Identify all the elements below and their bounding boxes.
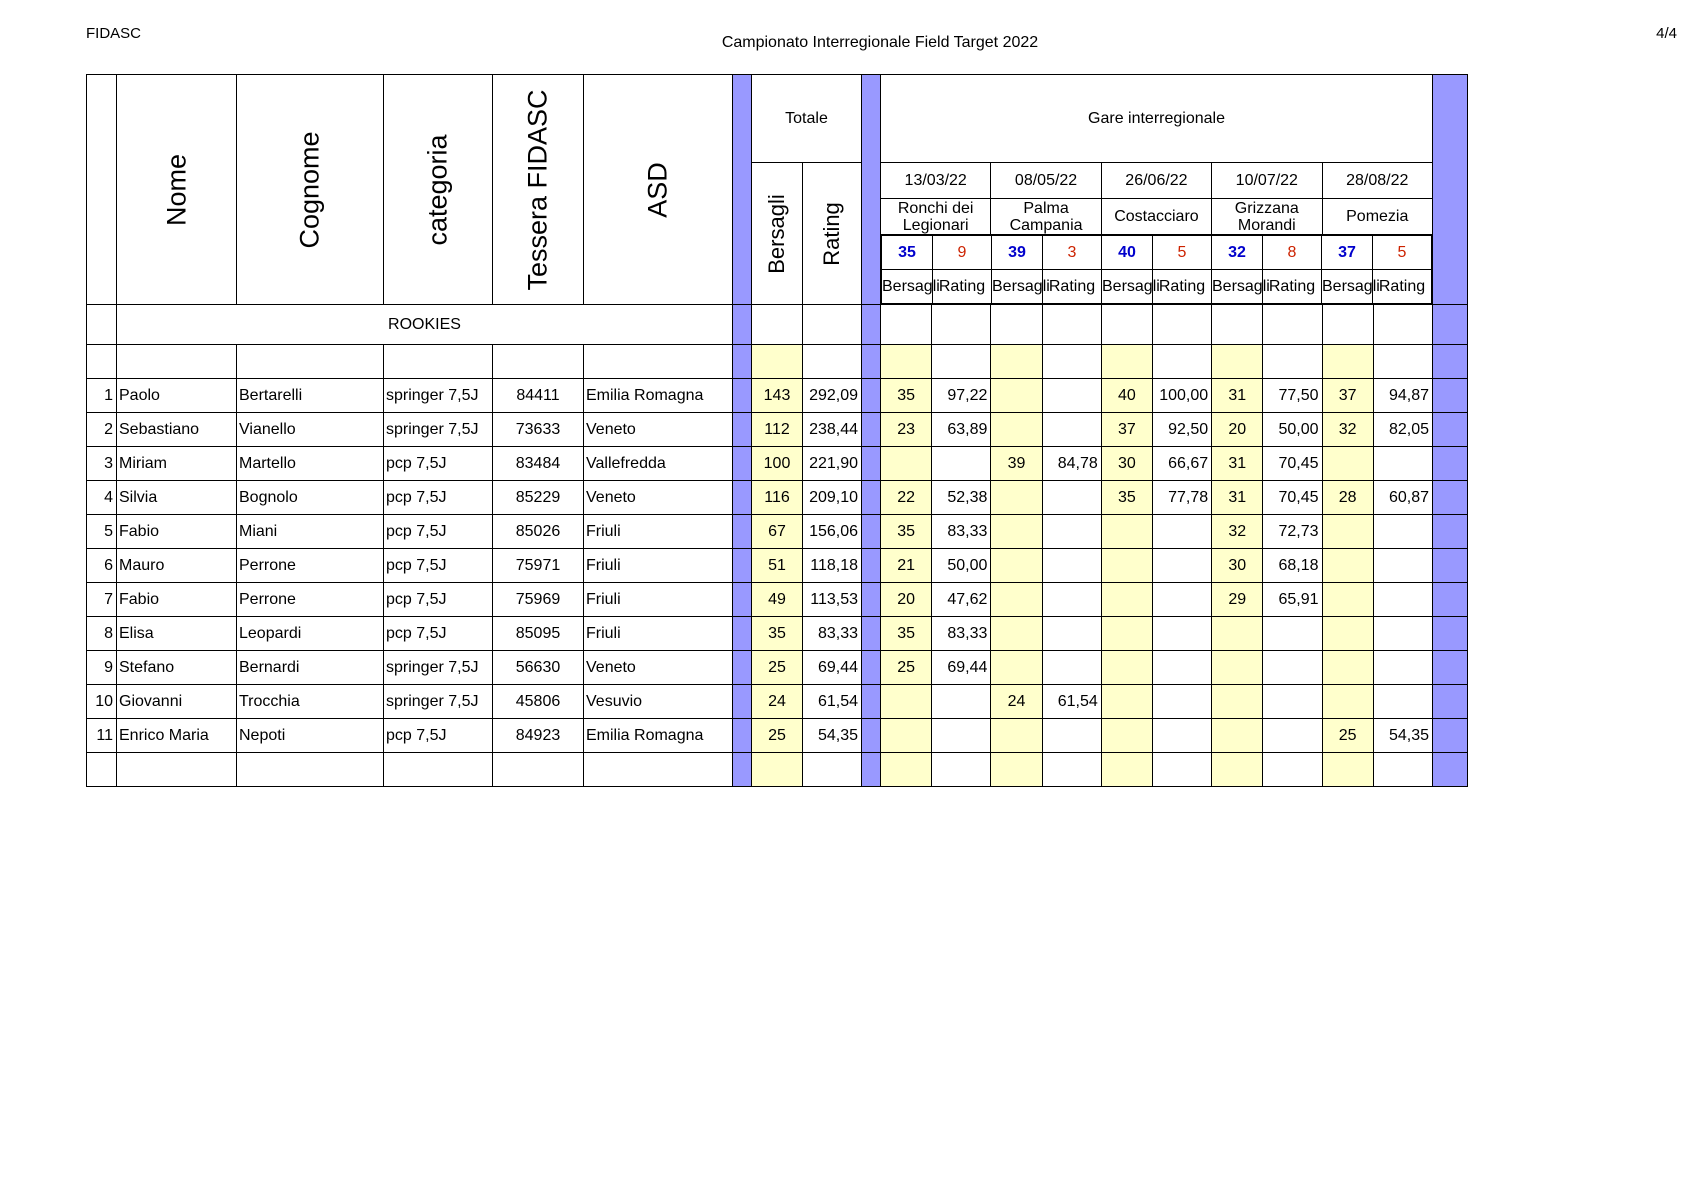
event-place: Palma Campania (991, 199, 1101, 235)
cell-total-rating: 83,33 (803, 617, 862, 651)
row-number: 11 (87, 719, 117, 753)
blue-separator (733, 481, 752, 515)
cell-event-rating (1042, 583, 1101, 617)
blue-separator (862, 413, 881, 447)
cell-event-bersagli: 25 (881, 651, 932, 685)
cell-asd: Vesuvio (584, 685, 733, 719)
cell-event-bersagli (991, 515, 1042, 549)
cell-nome: Giovanni (117, 685, 237, 719)
event-col-rating: Rating (1153, 270, 1212, 304)
event-col-rating: Rating (1373, 270, 1432, 304)
cell-event-rating: 47,62 (932, 583, 991, 617)
cell-event-rating (1152, 617, 1211, 651)
blue-separator (733, 617, 752, 651)
cell-event-bersagli: 35 (881, 379, 932, 413)
cell-total-rating: 209,10 (803, 481, 862, 515)
cell-event-bersagli (991, 583, 1042, 617)
event-participant-count: 8 (1263, 236, 1322, 270)
cell-tessera: 85095 (493, 617, 584, 651)
cell-event-rating (1373, 447, 1432, 481)
cell-tessera: 75971 (493, 549, 584, 583)
cell-event-bersagli: 31 (1212, 379, 1263, 413)
cell-categoria: pcp 7,5J (384, 583, 493, 617)
cell-tessera: 83484 (493, 447, 584, 481)
cell-total-bersagli: 25 (752, 719, 803, 753)
blue-separator (1433, 583, 1468, 617)
cell-total-rating: 61,54 (803, 685, 862, 719)
table-row (87, 515, 1468, 549)
cell-total-rating: 221,90 (803, 447, 862, 481)
cell-total-rating: 156,06 (803, 515, 862, 549)
cell-event-bersagli: 32 (1322, 413, 1373, 447)
cell-event-rating: 50,00 (932, 549, 991, 583)
cell-event-bersagli (1101, 617, 1152, 651)
event-target-count: 40 (1102, 236, 1153, 270)
cell-event-rating (1152, 685, 1211, 719)
blue-separator (862, 379, 881, 413)
event-col-rating: Rating (933, 270, 992, 304)
cell-event-bersagli (1212, 651, 1263, 685)
cell-cognome: Perrone (237, 583, 384, 617)
cell-event-bersagli (1322, 515, 1373, 549)
cell-categoria: springer 7,5J (384, 651, 493, 685)
event-col-bersagli: Bersagli (992, 270, 1043, 304)
blue-separator (862, 685, 881, 719)
cell-event-rating (1263, 651, 1322, 685)
cell-event-bersagli (991, 617, 1042, 651)
cell-total-bersagli: 35 (752, 617, 803, 651)
cell-event-rating (1042, 549, 1101, 583)
cell-event-rating (1042, 617, 1101, 651)
org-name: FIDASC (86, 25, 142, 42)
cell-event-bersagli: 30 (1212, 549, 1263, 583)
cell-event-bersagli: 28 (1322, 481, 1373, 515)
row-number: 6 (87, 549, 117, 583)
row-number: 10 (87, 685, 117, 719)
event-col-bersagli: Bersagli (1212, 270, 1263, 304)
cell-event-rating: 70,45 (1263, 447, 1322, 481)
cell-event-rating: 72,73 (1263, 515, 1322, 549)
cell-cognome: Martello (237, 447, 384, 481)
cell-event-rating: 100,00 (1152, 379, 1211, 413)
cell-event-rating: 61,54 (1042, 685, 1101, 719)
cell-event-bersagli (991, 719, 1042, 753)
cell-event-rating (1152, 651, 1211, 685)
cell-tessera: 75969 (493, 583, 584, 617)
cell-nome: Enrico Maria (117, 719, 237, 753)
cell-event-bersagli: 37 (1322, 379, 1373, 413)
blue-separator (1433, 617, 1468, 651)
event-place: Ronchi dei Legionari (881, 199, 991, 235)
blue-separator (733, 549, 752, 583)
cell-categoria: springer 7,5J (384, 413, 493, 447)
row-number: 8 (87, 617, 117, 651)
cell-event-bersagli (1322, 549, 1373, 583)
cell-event-bersagli (1101, 651, 1152, 685)
cell-event-bersagli (991, 379, 1042, 413)
cell-event-rating (1263, 685, 1322, 719)
cell-event-rating (1373, 617, 1432, 651)
event-target-count: 35 (882, 236, 933, 270)
cell-event-rating: 68,18 (1263, 549, 1322, 583)
blue-separator (862, 515, 881, 549)
blue-separator (862, 481, 881, 515)
cell-event-bersagli: 23 (881, 413, 932, 447)
cell-event-rating (1152, 549, 1211, 583)
col-header-tot-rating: Rating (803, 163, 862, 305)
blue-separator (733, 515, 752, 549)
cell-event-bersagli (991, 549, 1042, 583)
blue-separator (862, 583, 881, 617)
cell-tessera: 84923 (493, 719, 584, 753)
cell-total-rating: 118,18 (803, 549, 862, 583)
cell-total-rating: 238,44 (803, 413, 862, 447)
cell-nome: Elisa (117, 617, 237, 651)
event-date: 28/08/22 (1322, 163, 1433, 199)
cell-event-rating: 92,50 (1152, 413, 1211, 447)
cell-cognome: Bognolo (237, 481, 384, 515)
row-number: 7 (87, 583, 117, 617)
cell-categoria: springer 7,5J (384, 685, 493, 719)
ranking-table (86, 74, 1468, 787)
table-row (87, 549, 1468, 583)
cell-event-bersagli: 35 (881, 515, 932, 549)
cell-event-bersagli (991, 481, 1042, 515)
col-header-categoria: categoria (384, 75, 493, 305)
cell-event-rating (1042, 481, 1101, 515)
blue-separator (1433, 379, 1468, 413)
col-header-asd: ASD (584, 75, 733, 305)
cell-total-bersagli: 49 (752, 583, 803, 617)
cell-event-rating: 66,67 (1152, 447, 1211, 481)
event-target-count: 32 (1212, 236, 1263, 270)
cell-event-rating: 82,05 (1373, 413, 1432, 447)
blue-separator (862, 447, 881, 481)
cell-event-rating (1152, 583, 1211, 617)
cell-event-rating (1042, 651, 1101, 685)
event-participant-count: 5 (1153, 236, 1212, 270)
cell-event-bersagli: 29 (1212, 583, 1263, 617)
cell-event-bersagli: 22 (881, 481, 932, 515)
cell-event-rating: 83,33 (932, 617, 991, 651)
cell-event-bersagli (1322, 583, 1373, 617)
cell-event-rating (932, 447, 991, 481)
blue-separator (733, 413, 752, 447)
cell-event-rating: 77,78 (1152, 481, 1211, 515)
event-place: Grizzana Morandi (1212, 199, 1322, 235)
cell-cognome: Nepoti (237, 719, 384, 753)
cell-asd: Veneto (584, 413, 733, 447)
col-header-tessera: Tessera FIDASC (493, 75, 584, 305)
cell-event-bersagli (881, 685, 932, 719)
table-row (87, 379, 1468, 413)
cell-event-bersagli: 31 (1212, 481, 1263, 515)
event-participant-count: 3 (1043, 236, 1102, 270)
cell-cognome: Perrone (237, 549, 384, 583)
cell-cognome: Trocchia (237, 685, 384, 719)
cell-event-bersagli: 24 (991, 685, 1042, 719)
cell-event-rating: 84,78 (1042, 447, 1101, 481)
table-row (87, 583, 1468, 617)
cell-event-bersagli: 40 (1101, 379, 1152, 413)
event-col-bersagli: Bersagli (882, 270, 933, 304)
cell-event-bersagli: 20 (881, 583, 932, 617)
col-header-gare: Gare interregionale (881, 75, 1433, 163)
cell-total-bersagli: 100 (752, 447, 803, 481)
col-header-totale: Totale (752, 75, 862, 163)
cell-event-bersagli: 21 (881, 549, 932, 583)
table-row (87, 413, 1468, 447)
cell-event-rating (1042, 515, 1101, 549)
table-row (87, 685, 1468, 719)
cell-nome: Mauro (117, 549, 237, 583)
row-number: 5 (87, 515, 117, 549)
cell-tessera: 56630 (493, 651, 584, 685)
cell-event-bersagli (1322, 685, 1373, 719)
cell-cognome: Miani (237, 515, 384, 549)
cell-event-bersagli (1322, 617, 1373, 651)
cell-event-rating (1373, 651, 1432, 685)
cell-event-bersagli: 39 (991, 447, 1042, 481)
event-date: 10/07/22 (1212, 163, 1322, 199)
cell-asd: Friuli (584, 549, 733, 583)
row-number: 1 (87, 379, 117, 413)
cell-event-rating: 97,22 (932, 379, 991, 413)
cell-event-rating: 94,87 (1373, 379, 1432, 413)
cell-asd: Friuli (584, 583, 733, 617)
cell-total-bersagli: 112 (752, 413, 803, 447)
cell-categoria: pcp 7,5J (384, 719, 493, 753)
cell-asd: Friuli (584, 515, 733, 549)
cell-event-bersagli (1212, 719, 1263, 753)
cell-event-rating: 52,38 (932, 481, 991, 515)
cell-event-rating (1373, 515, 1432, 549)
cell-nome: Fabio (117, 583, 237, 617)
col-header-tot-bersagli: Bersagli (752, 163, 803, 305)
cell-total-bersagli: 51 (752, 549, 803, 583)
cell-total-rating: 54,35 (803, 719, 862, 753)
cell-event-bersagli: 35 (1101, 481, 1152, 515)
row-number: 3 (87, 447, 117, 481)
cell-event-bersagli (1101, 685, 1152, 719)
blue-separator (1433, 515, 1468, 549)
cell-event-rating (932, 719, 991, 753)
cell-event-bersagli (1101, 583, 1152, 617)
cell-cognome: Bernardi (237, 651, 384, 685)
event-target-count: 39 (992, 236, 1043, 270)
cell-total-bersagli: 25 (752, 651, 803, 685)
blue-separator (1433, 413, 1468, 447)
cell-event-rating (1152, 719, 1211, 753)
table-row (87, 719, 1468, 753)
cell-event-rating: 63,89 (932, 413, 991, 447)
cell-asd: Vallefredda (584, 447, 733, 481)
cell-event-rating: 50,00 (1263, 413, 1322, 447)
cell-cognome: Vianello (237, 413, 384, 447)
cell-event-bersagli (1101, 719, 1152, 753)
blue-separator (733, 685, 752, 719)
cell-event-bersagli (991, 413, 1042, 447)
cell-cognome: Leopardi (237, 617, 384, 651)
cell-asd: Emilia Romagna (584, 379, 733, 413)
cell-event-rating (1263, 617, 1322, 651)
table-row (87, 617, 1468, 651)
blue-separator (733, 447, 752, 481)
event-date: 13/03/22 (881, 163, 991, 199)
event-participant-count: 5 (1373, 236, 1432, 270)
blue-separator (1433, 719, 1468, 753)
cell-event-rating: 70,45 (1263, 481, 1322, 515)
event-col-rating: Rating (1263, 270, 1322, 304)
blue-separator (733, 379, 752, 413)
cell-event-rating (1042, 379, 1101, 413)
cell-total-bersagli: 67 (752, 515, 803, 549)
cell-event-rating: 65,91 (1263, 583, 1322, 617)
cell-event-rating: 69,44 (932, 651, 991, 685)
col-header-nome: Nome (117, 75, 237, 305)
event-participant-count: 9 (933, 236, 992, 270)
cell-event-rating (1042, 413, 1101, 447)
cell-event-rating (1263, 719, 1322, 753)
cell-event-rating (1373, 583, 1432, 617)
blue-separator (1433, 685, 1468, 719)
table-row (87, 447, 1468, 481)
cell-categoria: pcp 7,5J (384, 515, 493, 549)
event-date: 26/06/22 (1101, 163, 1211, 199)
cell-event-rating (1152, 515, 1211, 549)
blue-separator (733, 719, 752, 753)
cell-event-rating: 60,87 (1373, 481, 1432, 515)
cell-total-bersagli: 143 (752, 379, 803, 413)
cell-categoria: pcp 7,5J (384, 447, 493, 481)
cell-nome: Stefano (117, 651, 237, 685)
cell-event-rating: 54,35 (1373, 719, 1432, 753)
cell-nome: Miriam (117, 447, 237, 481)
cell-asd: Friuli (584, 617, 733, 651)
cell-event-rating (1373, 685, 1432, 719)
cell-total-rating: 69,44 (803, 651, 862, 685)
cell-event-bersagli: 32 (1212, 515, 1263, 549)
cell-tessera: 85229 (493, 481, 584, 515)
cell-event-bersagli (1101, 515, 1152, 549)
blue-separator (1433, 481, 1468, 515)
blue-separator (733, 651, 752, 685)
event-col-bersagli: Bersagli (1322, 270, 1373, 304)
cell-event-bersagli: 35 (881, 617, 932, 651)
blue-separator (1433, 651, 1468, 685)
cell-categoria: springer 7,5J (384, 379, 493, 413)
cell-categoria: pcp 7,5J (384, 481, 493, 515)
cell-nome: Silvia (117, 481, 237, 515)
cell-event-bersagli (1212, 617, 1263, 651)
cell-asd: Emilia Romagna (584, 719, 733, 753)
cell-event-rating: 83,33 (932, 515, 991, 549)
cell-event-bersagli: 30 (1101, 447, 1152, 481)
event-target-count: 37 (1322, 236, 1373, 270)
cell-asd: Veneto (584, 481, 733, 515)
cell-event-rating: 77,50 (1263, 379, 1322, 413)
blue-separator (1433, 447, 1468, 481)
cell-asd: Veneto (584, 651, 733, 685)
cell-event-bersagli (1322, 447, 1373, 481)
row-number: 9 (87, 651, 117, 685)
table-row (87, 481, 1468, 515)
cell-total-rating: 292,09 (803, 379, 862, 413)
row-number: 4 (87, 481, 117, 515)
event-col-bersagli: Bersagli (1102, 270, 1153, 304)
cell-event-bersagli (881, 719, 932, 753)
cell-cognome: Bertarelli (237, 379, 384, 413)
cell-tessera: 84411 (493, 379, 584, 413)
section-title: ROOKIES (117, 305, 733, 345)
cell-categoria: pcp 7,5J (384, 617, 493, 651)
cell-nome: Fabio (117, 515, 237, 549)
cell-event-bersagli: 37 (1101, 413, 1152, 447)
table-row (87, 651, 1468, 685)
event-date: 08/05/22 (991, 163, 1101, 199)
cell-event-rating (1042, 719, 1101, 753)
cell-categoria: pcp 7,5J (384, 549, 493, 583)
cell-nome: Sebastiano (117, 413, 237, 447)
cell-tessera: 45806 (493, 685, 584, 719)
blue-separator (733, 583, 752, 617)
cell-nome: Paolo (117, 379, 237, 413)
row-number: 2 (87, 413, 117, 447)
page-number: 4/4 (1656, 25, 1677, 42)
cell-tessera: 85026 (493, 515, 584, 549)
blue-separator (862, 651, 881, 685)
cell-event-rating (932, 685, 991, 719)
cell-event-bersagli (991, 651, 1042, 685)
blue-separator (862, 617, 881, 651)
cell-total-rating: 113,53 (803, 583, 862, 617)
cell-total-bersagli: 116 (752, 481, 803, 515)
cell-event-bersagli (1212, 685, 1263, 719)
cell-event-bersagli: 31 (1212, 447, 1263, 481)
col-header-cognome: Cognome (237, 75, 384, 305)
cell-event-bersagli (1322, 651, 1373, 685)
blue-separator (862, 719, 881, 753)
cell-event-bersagli: 25 (1322, 719, 1373, 753)
cell-tessera: 73633 (493, 413, 584, 447)
cell-event-bersagli: 20 (1212, 413, 1263, 447)
document-title: Campionato Interregionale Field Target 2022 (721, 34, 1039, 51)
cell-total-bersagli: 24 (752, 685, 803, 719)
cell-event-bersagli (881, 447, 932, 481)
event-place: Costacciaro (1101, 199, 1211, 235)
cell-event-bersagli (1101, 549, 1152, 583)
event-col-rating: Rating (1043, 270, 1102, 304)
cell-event-rating (1373, 549, 1432, 583)
event-place: Pomezia (1322, 199, 1433, 235)
blue-separator (862, 549, 881, 583)
blue-separator (1433, 549, 1468, 583)
